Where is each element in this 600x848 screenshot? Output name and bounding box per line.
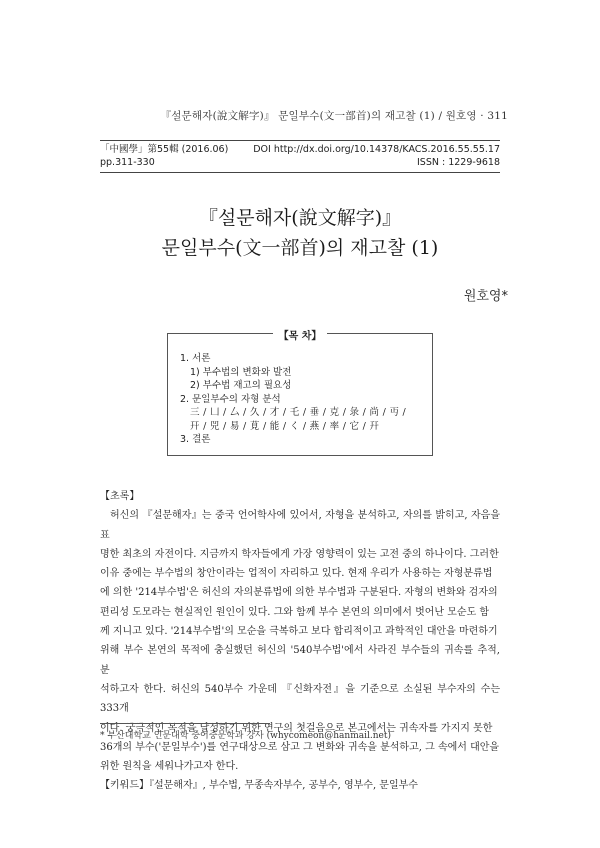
abstract-line: 이다. 궁극적인 목적을 달성하기 위한 연구의 첫걸음으로 본고에서는 귀속자를 가지지 못한 <box>100 722 493 734</box>
toc-heading: 【목 차】 <box>273 331 328 342</box>
abstract-line: 이유 중에는 부수법의 창안이라는 업적이 자리하고 있다. 현재 우리가 사용하는 자형분류법 <box>100 568 493 580</box>
table-of-contents <box>167 333 433 456</box>
abstract-line: 께 지니고 있다. '214부수법'의 모순을 극복하고 보다 합리적이고 과학적인 대안을 마련하기 <box>100 626 498 638</box>
abstract-line: 36개의 부수('문일부수')를 연구대상으로 삼고 그 변화와 귀속을 분석하고, 그 속에서 대안을 <box>100 741 500 753</box>
abstract-line: 석하고자 한다. 허신의 540부수 가운데 『신화자전』을 기준으로 소실된 부수자의 수는 333개 <box>100 683 500 715</box>
toc-item: 3. 결론 <box>180 434 211 445</box>
author-name: 원호영* <box>463 289 508 304</box>
footnote-divider <box>100 723 270 724</box>
abstract-line: 위해 부수 본연의 목적에 충실했던 허신의 '540부수법'에서 사라진 부수들의 귀속를 추적, 분 <box>100 645 500 676</box>
toc-item: 2) 부수법 재고의 필요성 <box>190 380 292 391</box>
abstract-line: 명한 최초의 자전이다. 지금까지 학자들에게 가장 영향력이 있는 고전 중의 하나이다. 그러한 <box>100 548 499 560</box>
running-header: 『설문해자(說文解字)』 문일부수(文一部首)의 재고찰 (1) / 원호영 · 311 <box>160 110 508 122</box>
toc-item: 1. 서론 <box>180 353 211 364</box>
footnote: * 부산대학교 인문대학 중어중문학과 강사 (whycomeon@hanmail.net) <box>100 731 391 741</box>
toc-item: 1) 부수법의 변화와 발전 <box>190 366 292 378</box>
journal-info <box>100 140 500 173</box>
title-line-2: 문일부수(文一部首)의 재고찰 (1) <box>161 237 439 259</box>
abstract-line: 위한 원칙을 세워나가고자 한다. <box>100 761 239 773</box>
toc-item: 2. 문일부수의 자형 분석 <box>180 393 281 405</box>
abstract-line: 편리성 도모라는 현실적인 원인이 있다. 그와 함께 부수 본연의 의미에서 벗어난 모순도 함 <box>100 606 490 618</box>
journal-issue: 「中國學」第55輯 (2016.06) <box>100 144 229 155</box>
toc-item: 三 / 凵 / 厶 / 久 / 才 / 乇 / 垂 / 克 / 彔 / 尚 / 丏 / <box>190 407 407 418</box>
journal-pages: pp.311-330 <box>100 157 155 168</box>
abstract <box>100 487 500 796</box>
title-line-1: 『설문해자(說文解字)』 <box>198 207 402 229</box>
toc-item: 幵 / 兕 / 易 / 莧 / 能 / く / 燕 / 率 / 它 / 幵 <box>190 420 380 432</box>
abstract-line: 에 의한 '214부수법'은 허신의 자의분류법에 의한 부수법과 구분된다. 자형의 변화와 검자의 <box>100 587 498 599</box>
paper-title <box>0 204 600 262</box>
abstract-line: 허신의 『설문해자』는 중국 언어학사에 있어서, 자형을 분석하고, 자의를 밝히고, 자음을 표 <box>100 510 500 541</box>
journal-doi: DOI http://dx.doi.org/10.14378/KACS.2016.55.55.17 <box>253 144 500 155</box>
journal-issn: ISSN : 1229-9618 <box>417 157 500 168</box>
keywords: 【키워드】『설문해자』, 부수법, 무종속자부수, 공부수, 영부수, 문일부수 <box>100 780 418 792</box>
abstract-label: 【초록】 <box>100 491 140 502</box>
